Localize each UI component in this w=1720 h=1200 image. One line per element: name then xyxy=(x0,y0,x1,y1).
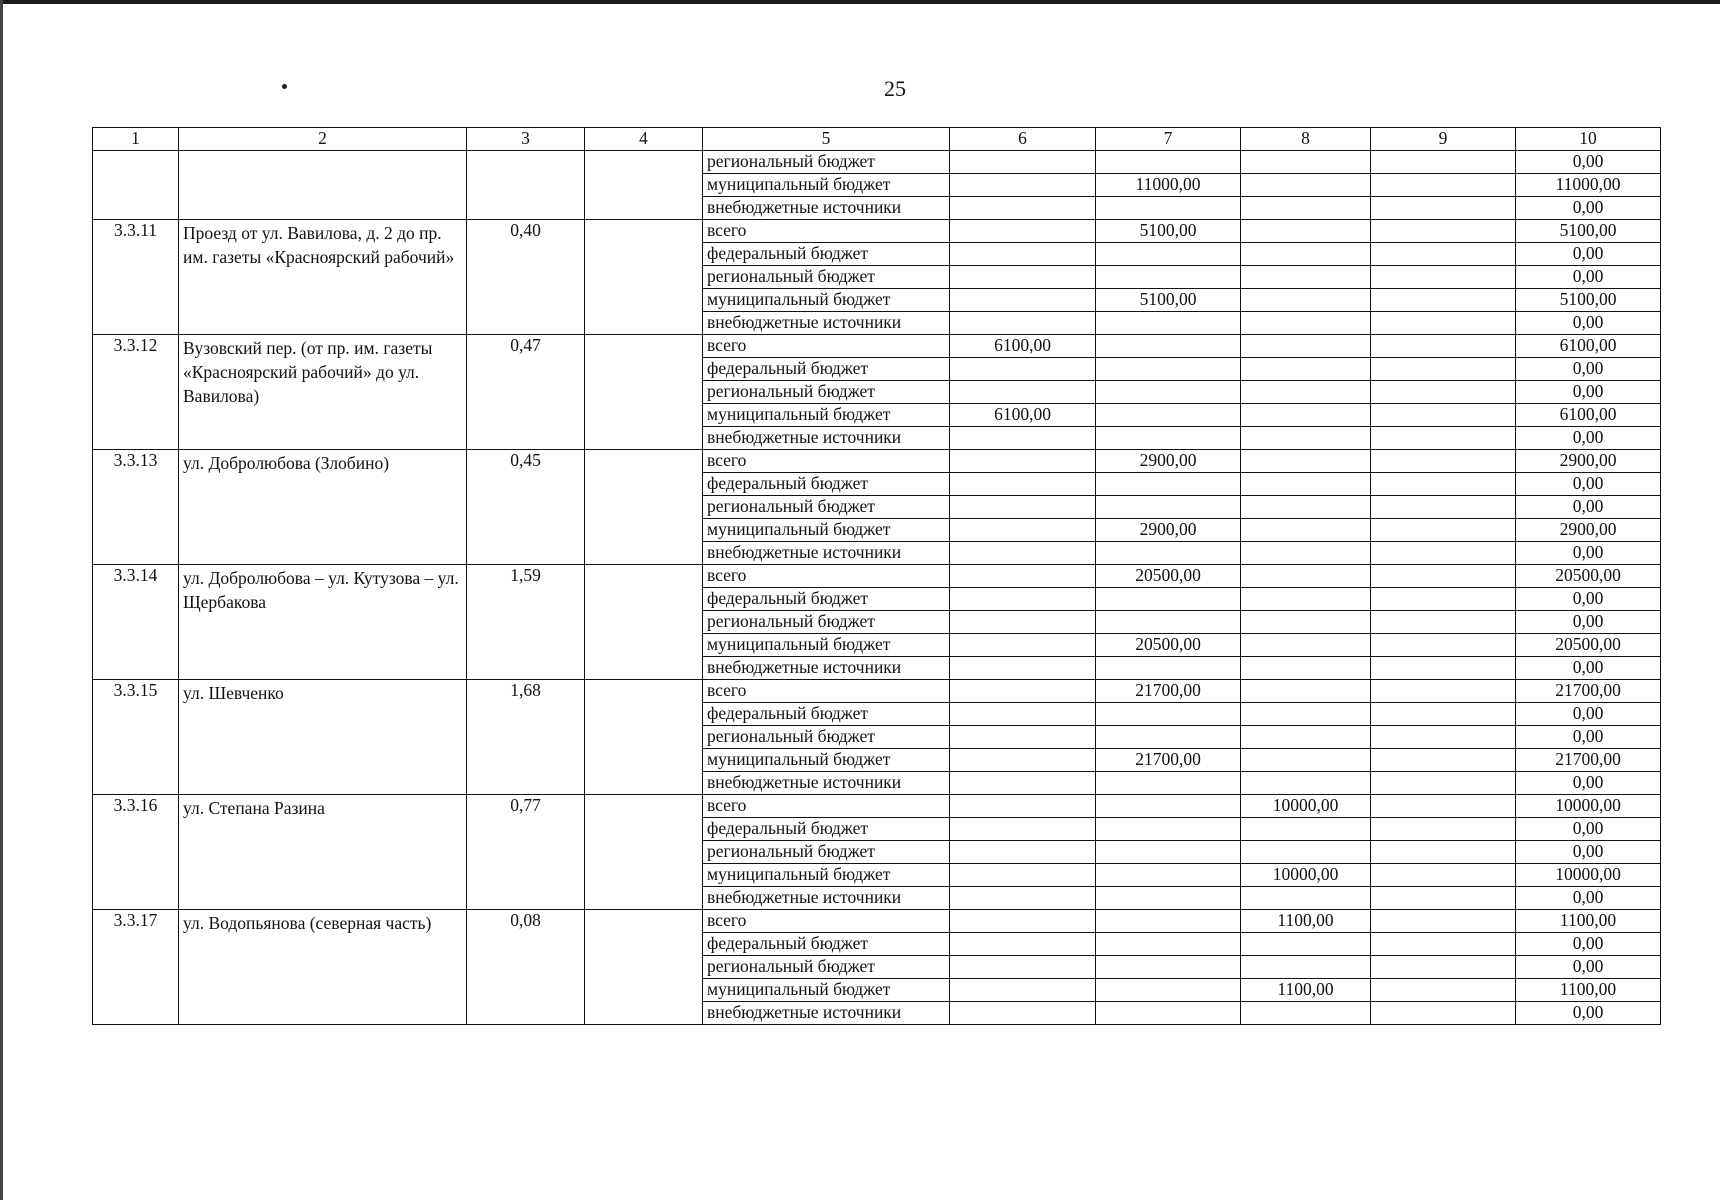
value-cell-c9 xyxy=(1371,979,1516,1002)
value-cell-c9 xyxy=(1371,933,1516,956)
carryover-col4-cell xyxy=(585,151,703,220)
funding-source-cell: всего xyxy=(703,795,950,818)
value-cell-c6 xyxy=(950,427,1096,450)
value-cell-c9 xyxy=(1371,818,1516,841)
funding-source-cell: внебюджетные источники xyxy=(703,542,950,565)
funding-source-cell: внебюджетные источники xyxy=(703,197,950,220)
item-name-cell: ул. Добролюбова (Злобино) xyxy=(179,450,467,565)
item-length-cell: 1,59 xyxy=(467,565,585,680)
value-cell-c7: 20500,00 xyxy=(1096,634,1241,657)
value-cell-c9 xyxy=(1371,542,1516,565)
value-cell-c9 xyxy=(1371,749,1516,772)
item-col4-cell xyxy=(585,450,703,565)
value-cell-c7: 21700,00 xyxy=(1096,680,1241,703)
funding-source-cell: федеральный бюджет xyxy=(703,818,950,841)
item-name-cell: Вузовский пер. (от пр. им. газеты «Красноярский рабочий» до ул. Вавилова) xyxy=(179,335,467,450)
funding-source-cell: муниципальный бюджет xyxy=(703,289,950,312)
item-name-cell: ул. Степана Разина xyxy=(179,795,467,910)
value-cell-c10: 0,00 xyxy=(1516,588,1661,611)
funding-source-cell: региональный бюджет xyxy=(703,726,950,749)
table-row xyxy=(93,565,1661,588)
table-row xyxy=(93,450,1661,473)
value-cell-c10: 0,00 xyxy=(1516,1002,1661,1025)
item-col4-cell xyxy=(585,335,703,450)
value-cell-c7 xyxy=(1096,266,1241,289)
value-cell-c9 xyxy=(1371,381,1516,404)
value-cell-c10: 6100,00 xyxy=(1516,404,1661,427)
value-cell-c10: 20500,00 xyxy=(1516,565,1661,588)
value-cell-c8 xyxy=(1241,473,1371,496)
header-cell: 6 xyxy=(950,128,1096,151)
item-col4-cell xyxy=(585,680,703,795)
value-cell-c9 xyxy=(1371,312,1516,335)
value-cell-c8 xyxy=(1241,266,1371,289)
budget-table-body xyxy=(93,151,1661,1025)
header-cell: 5 xyxy=(703,128,950,151)
value-cell-c6 xyxy=(950,611,1096,634)
value-cell-c8 xyxy=(1241,726,1371,749)
value-cell-c9 xyxy=(1371,519,1516,542)
value-cell-c7 xyxy=(1096,818,1241,841)
value-cell-c9 xyxy=(1371,335,1516,358)
value-cell-c8 xyxy=(1241,312,1371,335)
value-cell-c10: 2900,00 xyxy=(1516,450,1661,473)
value-cell-c6 xyxy=(950,243,1096,266)
value-cell-c9 xyxy=(1371,450,1516,473)
item-code-cell: 3.3.15 xyxy=(93,680,179,795)
value-cell-c8 xyxy=(1241,519,1371,542)
value-cell-c9 xyxy=(1371,588,1516,611)
value-cell-c7 xyxy=(1096,795,1241,818)
header-cell: 8 xyxy=(1241,128,1371,151)
value-cell-c8 xyxy=(1241,703,1371,726)
value-cell-c6 xyxy=(950,841,1096,864)
value-cell-c9 xyxy=(1371,197,1516,220)
value-cell-c8: 10000,00 xyxy=(1241,864,1371,887)
value-cell-c10: 0,00 xyxy=(1516,818,1661,841)
value-cell-c9 xyxy=(1371,220,1516,243)
item-name-cell: Проезд от ул. Вавилова, д. 2 до пр. им. газеты «Красноярский рабочий» xyxy=(179,220,467,335)
item-name-cell: ул. Шевченко xyxy=(179,680,467,795)
funding-source-cell: внебюджетные источники xyxy=(703,772,950,795)
value-cell-c6: 6100,00 xyxy=(950,404,1096,427)
value-cell-c8 xyxy=(1241,933,1371,956)
value-cell-c9 xyxy=(1371,634,1516,657)
value-cell-c6 xyxy=(950,542,1096,565)
value-cell-c8: 1100,00 xyxy=(1241,979,1371,1002)
table-row xyxy=(93,795,1661,818)
value-cell-c10: 0,00 xyxy=(1516,726,1661,749)
value-cell-c8 xyxy=(1241,542,1371,565)
value-cell-c6: 6100,00 xyxy=(950,335,1096,358)
value-cell-c8: 1100,00 xyxy=(1241,910,1371,933)
value-cell-c7 xyxy=(1096,956,1241,979)
value-cell-c9 xyxy=(1371,358,1516,381)
table-row xyxy=(93,335,1661,358)
funding-source-cell: всего xyxy=(703,335,950,358)
value-cell-c9 xyxy=(1371,565,1516,588)
item-length-cell: 1,68 xyxy=(467,680,585,795)
value-cell-c10: 21700,00 xyxy=(1516,680,1661,703)
item-code-cell: 3.3.11 xyxy=(93,220,179,335)
value-cell-c10: 0,00 xyxy=(1516,358,1661,381)
funding-source-cell: внебюджетные источники xyxy=(703,887,950,910)
value-cell-c9 xyxy=(1371,1002,1516,1025)
funding-source-cell: муниципальный бюджет xyxy=(703,864,950,887)
value-cell-c8 xyxy=(1241,197,1371,220)
value-cell-c6 xyxy=(950,151,1096,174)
funding-source-cell: всего xyxy=(703,910,950,933)
funding-source-cell: всего xyxy=(703,680,950,703)
value-cell-c6 xyxy=(950,749,1096,772)
funding-source-cell: всего xyxy=(703,220,950,243)
value-cell-c7 xyxy=(1096,887,1241,910)
value-cell-c9 xyxy=(1371,841,1516,864)
funding-source-cell: региональный бюджет xyxy=(703,266,950,289)
value-cell-c6 xyxy=(950,588,1096,611)
value-cell-c6 xyxy=(950,197,1096,220)
value-cell-c6 xyxy=(950,772,1096,795)
funding-source-cell: муниципальный бюджет xyxy=(703,979,950,1002)
value-cell-c8 xyxy=(1241,450,1371,473)
value-cell-c10: 0,00 xyxy=(1516,312,1661,335)
value-cell-c8 xyxy=(1241,841,1371,864)
value-cell-c8 xyxy=(1241,151,1371,174)
value-cell-c6 xyxy=(950,565,1096,588)
value-cell-c8 xyxy=(1241,818,1371,841)
value-cell-c10: 0,00 xyxy=(1516,197,1661,220)
value-cell-c10: 21700,00 xyxy=(1516,749,1661,772)
value-cell-c7 xyxy=(1096,358,1241,381)
value-cell-c9 xyxy=(1371,473,1516,496)
value-cell-c6 xyxy=(950,726,1096,749)
carryover-code-cell xyxy=(93,151,179,220)
value-cell-c6 xyxy=(950,519,1096,542)
value-cell-c9 xyxy=(1371,772,1516,795)
value-cell-c6 xyxy=(950,818,1096,841)
item-length-cell: 0,47 xyxy=(467,335,585,450)
value-cell-c6 xyxy=(950,703,1096,726)
table-row xyxy=(93,680,1661,703)
value-cell-c6 xyxy=(950,657,1096,680)
value-cell-c10: 10000,00 xyxy=(1516,795,1661,818)
header-row xyxy=(93,128,1661,151)
value-cell-c10: 0,00 xyxy=(1516,496,1661,519)
value-cell-c7 xyxy=(1096,496,1241,519)
funding-source-cell: федеральный бюджет xyxy=(703,933,950,956)
value-cell-c9 xyxy=(1371,887,1516,910)
header-cell: 2 xyxy=(179,128,467,151)
value-cell-c10: 0,00 xyxy=(1516,772,1661,795)
item-col4-cell xyxy=(585,220,703,335)
value-cell-c6 xyxy=(950,381,1096,404)
value-cell-c9 xyxy=(1371,289,1516,312)
item-code-cell: 3.3.17 xyxy=(93,910,179,1025)
funding-source-cell: всего xyxy=(703,565,950,588)
value-cell-c7 xyxy=(1096,243,1241,266)
value-cell-c7: 5100,00 xyxy=(1096,289,1241,312)
value-cell-c6 xyxy=(950,312,1096,335)
value-cell-c9 xyxy=(1371,151,1516,174)
value-cell-c7 xyxy=(1096,864,1241,887)
value-cell-c8 xyxy=(1241,427,1371,450)
value-cell-c7 xyxy=(1096,542,1241,565)
value-cell-c8 xyxy=(1241,887,1371,910)
value-cell-c6 xyxy=(950,220,1096,243)
value-cell-c7 xyxy=(1096,404,1241,427)
value-cell-c8 xyxy=(1241,680,1371,703)
value-cell-c8 xyxy=(1241,749,1371,772)
value-cell-c7: 20500,00 xyxy=(1096,565,1241,588)
carryover-length-cell xyxy=(467,151,585,220)
value-cell-c10: 11000,00 xyxy=(1516,174,1661,197)
value-cell-c7: 11000,00 xyxy=(1096,174,1241,197)
value-cell-c9 xyxy=(1371,243,1516,266)
value-cell-c10: 5100,00 xyxy=(1516,289,1661,312)
funding-source-cell: всего xyxy=(703,450,950,473)
value-cell-c7 xyxy=(1096,726,1241,749)
scan-edge-left xyxy=(0,0,3,1200)
value-cell-c7: 5100,00 xyxy=(1096,220,1241,243)
value-cell-c7: 2900,00 xyxy=(1096,519,1241,542)
value-cell-c7 xyxy=(1096,335,1241,358)
item-length-cell: 0,40 xyxy=(467,220,585,335)
value-cell-c7 xyxy=(1096,703,1241,726)
funding-source-cell: региональный бюджет xyxy=(703,496,950,519)
value-cell-c9 xyxy=(1371,174,1516,197)
value-cell-c10: 0,00 xyxy=(1516,956,1661,979)
funding-source-cell: внебюджетные источники xyxy=(703,312,950,335)
value-cell-c8 xyxy=(1241,1002,1371,1025)
value-cell-c7: 21700,00 xyxy=(1096,749,1241,772)
value-cell-c6 xyxy=(950,864,1096,887)
value-cell-c9 xyxy=(1371,910,1516,933)
scan-edge-top xyxy=(0,0,1720,4)
header-cell: 9 xyxy=(1371,128,1516,151)
funding-source-cell: муниципальный бюджет xyxy=(703,634,950,657)
value-cell-c8 xyxy=(1241,634,1371,657)
value-cell-c7 xyxy=(1096,151,1241,174)
value-cell-c8 xyxy=(1241,220,1371,243)
value-cell-c7 xyxy=(1096,611,1241,634)
value-cell-c10: 0,00 xyxy=(1516,151,1661,174)
header-cell: 10 xyxy=(1516,128,1661,151)
table-row xyxy=(93,910,1661,933)
value-cell-c9 xyxy=(1371,864,1516,887)
value-cell-c10: 0,00 xyxy=(1516,703,1661,726)
item-col4-cell xyxy=(585,910,703,1025)
value-cell-c7 xyxy=(1096,381,1241,404)
funding-source-cell: муниципальный бюджет xyxy=(703,174,950,197)
budget-table xyxy=(92,127,1661,1025)
funding-source-cell: муниципальный бюджет xyxy=(703,519,950,542)
value-cell-c9 xyxy=(1371,956,1516,979)
value-cell-c9 xyxy=(1371,496,1516,519)
value-cell-c6 xyxy=(950,910,1096,933)
funding-source-cell: региональный бюджет xyxy=(703,611,950,634)
funding-source-cell: внебюджетные источники xyxy=(703,427,950,450)
value-cell-c10: 0,00 xyxy=(1516,841,1661,864)
value-cell-c8 xyxy=(1241,657,1371,680)
header-cell: 7 xyxy=(1096,128,1241,151)
value-cell-c10: 5100,00 xyxy=(1516,220,1661,243)
value-cell-c9 xyxy=(1371,611,1516,634)
value-cell-c8 xyxy=(1241,772,1371,795)
value-cell-c7 xyxy=(1096,933,1241,956)
value-cell-c10: 0,00 xyxy=(1516,657,1661,680)
value-cell-c10: 2900,00 xyxy=(1516,519,1661,542)
item-code-cell: 3.3.12 xyxy=(93,335,179,450)
carryover-name-cell xyxy=(179,151,467,220)
value-cell-c10: 0,00 xyxy=(1516,933,1661,956)
item-code-cell: 3.3.14 xyxy=(93,565,179,680)
value-cell-c10: 10000,00 xyxy=(1516,864,1661,887)
value-cell-c7 xyxy=(1096,197,1241,220)
item-name-cell: ул. Добролюбова – ул. Кутузова – ул. Щербакова xyxy=(179,565,467,680)
value-cell-c6 xyxy=(950,450,1096,473)
funding-source-cell: федеральный бюджет xyxy=(703,358,950,381)
value-cell-c9 xyxy=(1371,657,1516,680)
value-cell-c8: 10000,00 xyxy=(1241,795,1371,818)
value-cell-c6 xyxy=(950,473,1096,496)
value-cell-c8 xyxy=(1241,404,1371,427)
funding-source-cell: муниципальный бюджет xyxy=(703,749,950,772)
value-cell-c8 xyxy=(1241,289,1371,312)
value-cell-c7 xyxy=(1096,1002,1241,1025)
value-cell-c7: 2900,00 xyxy=(1096,450,1241,473)
value-cell-c6 xyxy=(950,933,1096,956)
value-cell-c10: 0,00 xyxy=(1516,887,1661,910)
item-length-cell: 0,08 xyxy=(467,910,585,1025)
funding-source-cell: региональный бюджет xyxy=(703,956,950,979)
item-length-cell: 0,45 xyxy=(467,450,585,565)
value-cell-c9 xyxy=(1371,726,1516,749)
header-cell: 1 xyxy=(93,128,179,151)
value-cell-c8 xyxy=(1241,358,1371,381)
value-cell-c8 xyxy=(1241,565,1371,588)
value-cell-c7 xyxy=(1096,910,1241,933)
funding-source-cell: региональный бюджет xyxy=(703,841,950,864)
value-cell-c8 xyxy=(1241,381,1371,404)
funding-source-cell: федеральный бюджет xyxy=(703,703,950,726)
header-cell: 4 xyxy=(585,128,703,151)
value-cell-c8 xyxy=(1241,243,1371,266)
funding-source-cell: региональный бюджет xyxy=(703,151,950,174)
value-cell-c9 xyxy=(1371,427,1516,450)
item-code-cell: 3.3.13 xyxy=(93,450,179,565)
value-cell-c10: 0,00 xyxy=(1516,473,1661,496)
value-cell-c6 xyxy=(950,887,1096,910)
value-cell-c10: 0,00 xyxy=(1516,243,1661,266)
value-cell-c6 xyxy=(950,634,1096,657)
value-cell-c10: 0,00 xyxy=(1516,266,1661,289)
funding-source-cell: федеральный бюджет xyxy=(703,243,950,266)
value-cell-c8 xyxy=(1241,611,1371,634)
item-col4-cell xyxy=(585,795,703,910)
value-cell-c7 xyxy=(1096,841,1241,864)
funding-source-cell: федеральный бюджет xyxy=(703,473,950,496)
value-cell-c9 xyxy=(1371,703,1516,726)
value-cell-c8 xyxy=(1241,335,1371,358)
budget-table-wrapper xyxy=(92,127,1661,1025)
value-cell-c10: 1100,00 xyxy=(1516,910,1661,933)
bullet-dot xyxy=(282,84,287,89)
value-cell-c9 xyxy=(1371,266,1516,289)
value-cell-c10: 20500,00 xyxy=(1516,634,1661,657)
value-cell-c6 xyxy=(950,680,1096,703)
value-cell-c7 xyxy=(1096,979,1241,1002)
page-number: 25 xyxy=(884,76,906,101)
value-cell-c6 xyxy=(950,496,1096,519)
item-length-cell: 0,77 xyxy=(467,795,585,910)
value-cell-c6 xyxy=(950,795,1096,818)
value-cell-c10: 0,00 xyxy=(1516,611,1661,634)
value-cell-c7 xyxy=(1096,312,1241,335)
value-cell-c7 xyxy=(1096,588,1241,611)
value-cell-c9 xyxy=(1371,795,1516,818)
value-cell-c7 xyxy=(1096,427,1241,450)
value-cell-c7 xyxy=(1096,772,1241,795)
value-cell-c8 xyxy=(1241,956,1371,979)
funding-source-cell: муниципальный бюджет xyxy=(703,404,950,427)
header-cell: 3 xyxy=(467,128,585,151)
funding-source-cell: внебюджетные источники xyxy=(703,657,950,680)
value-cell-c6 xyxy=(950,358,1096,381)
value-cell-c8 xyxy=(1241,496,1371,519)
value-cell-c7 xyxy=(1096,473,1241,496)
funding-source-cell: федеральный бюджет xyxy=(703,588,950,611)
value-cell-c10: 1100,00 xyxy=(1516,979,1661,1002)
item-name-cell: ул. Водопьянова (северная часть) xyxy=(179,910,467,1025)
item-code-cell: 3.3.16 xyxy=(93,795,179,910)
value-cell-c10: 0,00 xyxy=(1516,381,1661,404)
value-cell-c8 xyxy=(1241,174,1371,197)
value-cell-c6 xyxy=(950,1002,1096,1025)
funding-source-cell: региональный бюджет xyxy=(703,381,950,404)
value-cell-c6 xyxy=(950,979,1096,1002)
table-row xyxy=(93,220,1661,243)
value-cell-c10: 0,00 xyxy=(1516,542,1661,565)
value-cell-c10: 0,00 xyxy=(1516,427,1661,450)
value-cell-c6 xyxy=(950,289,1096,312)
value-cell-c6 xyxy=(950,956,1096,979)
value-cell-c6 xyxy=(950,266,1096,289)
value-cell-c8 xyxy=(1241,588,1371,611)
value-cell-c7 xyxy=(1096,657,1241,680)
carryover-row xyxy=(93,151,1661,174)
value-cell-c10: 6100,00 xyxy=(1516,335,1661,358)
funding-source-cell: внебюджетные источники xyxy=(703,1002,950,1025)
value-cell-c9 xyxy=(1371,680,1516,703)
value-cell-c6 xyxy=(950,174,1096,197)
item-col4-cell xyxy=(585,565,703,680)
value-cell-c9 xyxy=(1371,404,1516,427)
